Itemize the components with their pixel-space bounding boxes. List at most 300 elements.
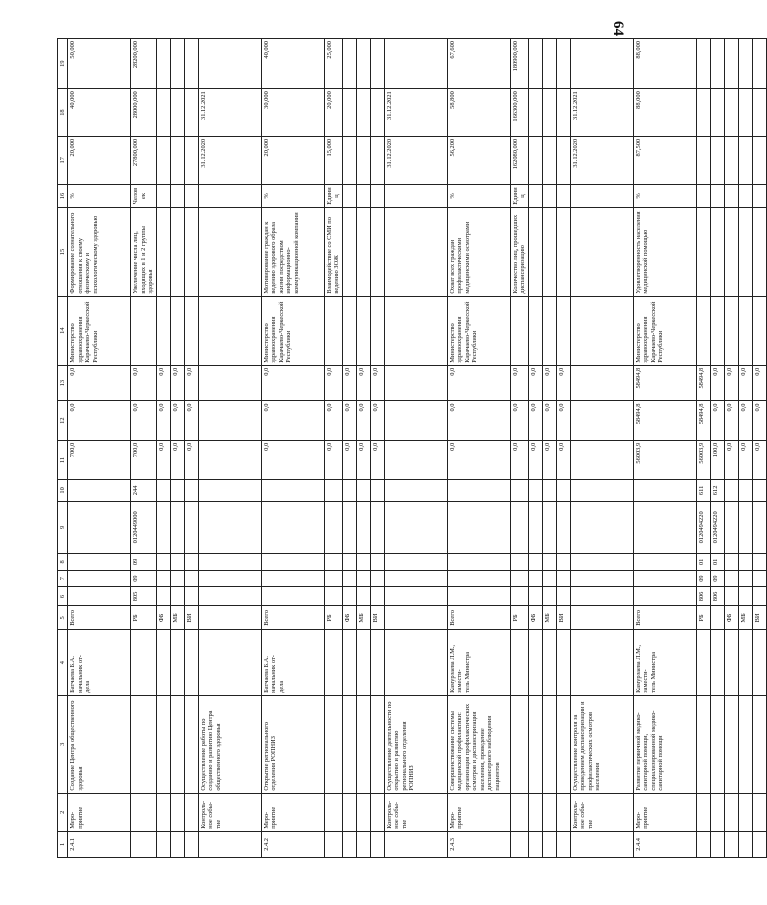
- table-row: [184, 39, 198, 858]
- table-cell: [510, 695, 528, 793]
- table-cell: ВИ: [556, 606, 570, 630]
- table-cell: 28200,000: [131, 39, 157, 89]
- table-cell: [542, 136, 556, 184]
- column-number: 11: [58, 440, 68, 479]
- table-cell: Взаимодействие со СМИ по ведению ЗОЖ: [324, 208, 342, 296]
- table-cell: [724, 630, 738, 696]
- table-cell: [570, 480, 633, 501]
- table-cell: [370, 831, 384, 857]
- table-cell: [696, 136, 710, 184]
- table-cell: [384, 554, 447, 571]
- table-cell: [724, 296, 738, 365]
- table-cell: 0,0: [261, 365, 324, 401]
- table-cell: ВИ: [184, 606, 198, 630]
- table-cell: [184, 793, 198, 831]
- table-cell: [370, 89, 384, 137]
- table-cell: [542, 296, 556, 365]
- table-cell: [752, 630, 766, 696]
- table-cell: 0,0: [510, 440, 528, 479]
- column-number: 18: [58, 89, 68, 137]
- table-cell: 0,0: [370, 440, 384, 479]
- table-cell: Создание Центра общественного здоровья: [68, 695, 131, 793]
- table-cell: [156, 630, 170, 696]
- table-cell: [542, 630, 556, 696]
- table-cell: [170, 570, 184, 587]
- table-cell: [384, 365, 447, 401]
- table-cell: 244: [131, 480, 157, 501]
- table-cell: 09: [696, 570, 710, 587]
- table-cell: [542, 39, 556, 89]
- table-cell: Меро- приятие: [633, 793, 696, 831]
- table-cell: [370, 501, 384, 553]
- table-cell: Единиц: [510, 184, 528, 208]
- table-cell: [752, 831, 766, 857]
- table-cell: [556, 501, 570, 553]
- table-cell: [198, 440, 261, 479]
- table-cell: [384, 480, 447, 501]
- table-row: [633, 39, 696, 858]
- table-cell: [184, 480, 198, 501]
- table-cell: [131, 831, 157, 857]
- table-cell: [528, 89, 542, 137]
- table-cell: [356, 208, 370, 296]
- table-cell: [510, 570, 528, 587]
- table-cell: 0,0: [170, 401, 184, 440]
- table-cell: 0,0: [131, 365, 157, 401]
- table-cell: [324, 630, 342, 696]
- table-cell: 0,0: [342, 440, 356, 479]
- table-cell: [384, 208, 447, 296]
- table-cell: 0,0: [370, 365, 384, 401]
- table-cell: [570, 606, 633, 630]
- table-cell: [156, 793, 170, 831]
- table-cell: 0,0: [156, 365, 170, 401]
- table-cell: [556, 587, 570, 606]
- table-cell: [570, 440, 633, 479]
- table-cell: [356, 501, 370, 553]
- table-cell: [696, 630, 710, 696]
- table-cell: [556, 39, 570, 89]
- header-row: [58, 39, 68, 858]
- table-cell: ФБ: [724, 606, 738, 630]
- table-cell: 166300,000: [510, 89, 528, 137]
- table-cell: Человек: [131, 184, 157, 208]
- table-cell: [156, 296, 170, 365]
- column-number: 15: [58, 208, 68, 296]
- column-number: 13: [58, 365, 68, 401]
- table-cell: 28000,000: [131, 89, 157, 137]
- table-cell: [752, 296, 766, 365]
- table-cell: [156, 39, 170, 89]
- table-cell: 58494,8: [696, 365, 710, 401]
- table-cell: %: [447, 184, 510, 208]
- table-cell: [752, 570, 766, 587]
- table-row: [556, 39, 570, 858]
- table-cell: [528, 39, 542, 89]
- table-cell: [710, 296, 724, 365]
- table-row: [738, 39, 752, 858]
- table-cell: Единиц: [324, 184, 342, 208]
- table-cell: [738, 208, 752, 296]
- table-cell: Меро- приятие: [68, 793, 131, 831]
- table-cell: [710, 630, 724, 696]
- table-cell: 0,0: [528, 365, 542, 401]
- table-cell: [738, 39, 752, 89]
- table-cell: [370, 136, 384, 184]
- table-cell: [738, 296, 752, 365]
- table-cell: [356, 831, 370, 857]
- table-cell: [198, 184, 261, 208]
- table-row: [131, 39, 157, 858]
- column-number: 10: [58, 480, 68, 501]
- table-cell: 0,0: [342, 401, 356, 440]
- table-cell: Всего: [68, 606, 131, 630]
- table-cell: 87,500: [633, 136, 696, 184]
- table-cell: [738, 89, 752, 137]
- table-cell: [184, 831, 198, 857]
- table-cell: [570, 570, 633, 587]
- table-cell: %: [68, 184, 131, 208]
- table-cell: [68, 587, 131, 606]
- table-cell: [370, 695, 384, 793]
- table-cell: [724, 39, 738, 89]
- table-cell: [156, 587, 170, 606]
- table-cell: [528, 587, 542, 606]
- table-cell: 30,000: [261, 89, 324, 137]
- table-cell: [447, 570, 510, 587]
- table-cell: [633, 587, 696, 606]
- table-cell: [752, 587, 766, 606]
- table-cell: [738, 136, 752, 184]
- table-cell: [68, 570, 131, 587]
- table-cell: 0120494220: [696, 501, 710, 553]
- table-cell: [696, 89, 710, 137]
- table-cell: [510, 554, 528, 571]
- table-cell: [356, 554, 370, 571]
- table-cell: [724, 554, 738, 571]
- table-cell: [156, 480, 170, 501]
- table-cell: 700,0: [131, 440, 157, 479]
- table-cell: 20,000: [261, 136, 324, 184]
- table-cell: [198, 570, 261, 587]
- table-cell: 0,0: [68, 365, 131, 401]
- table-cell: [68, 501, 131, 553]
- table-cell: [724, 831, 738, 857]
- table-cell: [724, 587, 738, 606]
- table-cell: [696, 184, 710, 208]
- table-cell: [170, 630, 184, 696]
- table-cell: 611: [696, 480, 710, 501]
- table-cell: [384, 570, 447, 587]
- table-cell: [342, 39, 356, 89]
- column-number: 3: [58, 695, 68, 793]
- table-cell: 0,0: [528, 440, 542, 479]
- table-cell: [356, 630, 370, 696]
- table-cell: 58494,8: [633, 365, 696, 401]
- table-cell: [370, 39, 384, 89]
- table-cell: [342, 630, 356, 696]
- table-cell: [738, 695, 752, 793]
- table-cell: [528, 480, 542, 501]
- table-cell: [710, 793, 724, 831]
- table-cell: [542, 208, 556, 296]
- table-cell: [384, 630, 447, 696]
- column-number: 16: [58, 184, 68, 208]
- table-cell: [724, 695, 738, 793]
- table-cell: [710, 39, 724, 89]
- table-cell: [198, 501, 261, 553]
- table-cell: [633, 554, 696, 571]
- table-row: [510, 39, 528, 858]
- table-cell: [68, 554, 131, 571]
- table-cell: [170, 296, 184, 365]
- column-number: 5: [58, 606, 68, 630]
- column-number: 8: [58, 554, 68, 571]
- table-cell: [384, 587, 447, 606]
- table-cell: [528, 501, 542, 553]
- table-cell: Батчаева Б.А. начальник от- дела: [261, 630, 324, 696]
- table-cell: [528, 570, 542, 587]
- table-cell: 2.4.2: [261, 831, 324, 857]
- table-cell: [556, 89, 570, 137]
- table-cell: ФБ: [528, 606, 542, 630]
- table-cell: 0,0: [724, 365, 738, 401]
- table-cell: 0,0: [752, 440, 766, 479]
- table-cell: 31.12.2021: [384, 89, 447, 137]
- table-cell: [752, 184, 766, 208]
- table-cell: [724, 793, 738, 831]
- table-cell: Удовлетворенность населения медицинской помощью: [633, 208, 696, 296]
- table-row: [68, 39, 131, 858]
- table-cell: Мотивирование граждан к ведению здорового образа жизни посредством информационно-коммуникационной компании: [261, 208, 324, 296]
- table-cell: [752, 208, 766, 296]
- table-cell: [528, 208, 542, 296]
- table-cell: [261, 587, 324, 606]
- table-row: [724, 39, 738, 858]
- table-cell: [710, 606, 724, 630]
- table-cell: МБ: [356, 606, 370, 630]
- table-cell: 100,0: [710, 440, 724, 479]
- table-cell: [342, 296, 356, 365]
- table-cell: [570, 831, 633, 857]
- table-cell: 88,000: [633, 89, 696, 137]
- table-cell: 0,0: [447, 440, 510, 479]
- table-cell: [556, 570, 570, 587]
- table-cell: [198, 39, 261, 89]
- table-cell: Совершенствование системы медицинской профилактики: организация профилактических осмотров и диспансеризация населения, проведение диспансерного наблюдения пациентов: [447, 695, 510, 793]
- table-cell: 58,800: [447, 89, 510, 137]
- table-cell: Контроль- ное собы- тие: [570, 793, 633, 831]
- program-table: [57, 38, 767, 858]
- table-cell: Министерство здравоохранения Карачаево-Черкесской Республики: [447, 296, 510, 365]
- table-cell: [156, 695, 170, 793]
- table-cell: [131, 630, 157, 696]
- table-cell: [542, 89, 556, 137]
- table-cell: [542, 480, 556, 501]
- column-number: 17: [58, 136, 68, 184]
- table-cell: 31.12.2020: [570, 136, 633, 184]
- table-cell: [131, 296, 157, 365]
- table-cell: РБ: [696, 606, 710, 630]
- table-cell: [324, 480, 342, 501]
- column-number: 4: [58, 630, 68, 696]
- table-cell: [724, 184, 738, 208]
- table-cell: 2.4.3: [447, 831, 510, 857]
- table-cell: Открытие регионального отделения РОПНИЗ: [261, 695, 324, 793]
- table-cell: 20,000: [324, 89, 342, 137]
- table-cell: [370, 570, 384, 587]
- table-cell: [184, 630, 198, 696]
- table-cell: [184, 501, 198, 553]
- table-cell: [170, 695, 184, 793]
- table-cell: [752, 554, 766, 571]
- table-row: [696, 39, 710, 858]
- table-cell: [184, 136, 198, 184]
- table-cell: [198, 365, 261, 401]
- table-cell: 0,0: [510, 401, 528, 440]
- table-cell: Всего: [261, 606, 324, 630]
- table-cell: [170, 184, 184, 208]
- table-cell: [198, 296, 261, 365]
- table-row: [261, 39, 324, 858]
- table-cell: [570, 39, 633, 89]
- table-cell: [198, 587, 261, 606]
- table-cell: Меро- приятие: [447, 793, 510, 831]
- table-row: [542, 39, 556, 858]
- table-cell: Министерство здравоохранения Карачаево-Черкесской Республики: [633, 296, 696, 365]
- page-number: 64: [610, 21, 626, 36]
- table-cell: [738, 630, 752, 696]
- table-cell: [342, 480, 356, 501]
- table-cell: [324, 501, 342, 553]
- table-cell: [542, 831, 556, 857]
- table-cell: [156, 184, 170, 208]
- table-cell: [198, 606, 261, 630]
- table-cell: Количество лиц, прошедших диспансеризацию: [510, 208, 528, 296]
- table-cell: [384, 184, 447, 208]
- table-cell: [542, 184, 556, 208]
- table-cell: [384, 501, 447, 553]
- table-cell: РБ: [510, 606, 528, 630]
- table-cell: [384, 831, 447, 857]
- table-cell: [738, 587, 752, 606]
- table-cell: [447, 501, 510, 553]
- table-cell: [752, 793, 766, 831]
- table-cell: Контроль- ное собы- тие: [384, 793, 447, 831]
- table-cell: Увеличение числа лиц, входящих в 1 и 2 группы здоровья: [131, 208, 157, 296]
- table-cell: 0,0: [738, 440, 752, 479]
- table-cell: [510, 793, 528, 831]
- table-cell: [528, 831, 542, 857]
- table-cell: [356, 184, 370, 208]
- table-cell: Министерство здравоохранения Карачаево-Черкесской Республики: [261, 296, 324, 365]
- table-cell: 0,0: [342, 365, 356, 401]
- table-cell: 0,0: [724, 401, 738, 440]
- table-row: [356, 39, 370, 858]
- table-cell: [696, 208, 710, 296]
- table-cell: [556, 793, 570, 831]
- table-cell: [370, 208, 384, 296]
- table-cell: [738, 501, 752, 553]
- table-cell: 805: [131, 587, 157, 606]
- table-cell: [356, 695, 370, 793]
- table-cell: 20,000: [68, 136, 131, 184]
- table-cell: [261, 501, 324, 553]
- table-cell: ФБ: [156, 606, 170, 630]
- table-cell: [131, 793, 157, 831]
- table-cell: [342, 501, 356, 553]
- table-cell: [342, 695, 356, 793]
- table-cell: [324, 570, 342, 587]
- table-cell: [156, 208, 170, 296]
- table-cell: [542, 695, 556, 793]
- table-cell: [370, 184, 384, 208]
- table-cell: [710, 89, 724, 137]
- table-cell: [570, 401, 633, 440]
- rotated-table-container: [57, 38, 761, 858]
- table-cell: [170, 136, 184, 184]
- table-cell: [198, 401, 261, 440]
- table-cell: Министерство здравоохранения Карачаево-Черкесской Республики: [68, 296, 131, 365]
- table-cell: 0,0: [324, 440, 342, 479]
- table-cell: [342, 587, 356, 606]
- table-cell: 01: [696, 554, 710, 571]
- table-cell: [198, 630, 261, 696]
- table-cell: [633, 501, 696, 553]
- table-cell: Осуществление работы по созданию и развитию Центра общественного здоровья: [198, 695, 261, 793]
- table-cell: [198, 554, 261, 571]
- table-cell: 0,0: [170, 365, 184, 401]
- column-number: 6: [58, 587, 68, 606]
- table-cell: 0,0: [447, 401, 510, 440]
- table-cell: 31.12.2020: [198, 136, 261, 184]
- table-cell: [198, 208, 261, 296]
- table-cell: 40,000: [261, 39, 324, 89]
- table-cell: [752, 89, 766, 137]
- table-cell: Камурзаева Л.М., замести- тель Министра: [633, 630, 696, 696]
- table-cell: [752, 39, 766, 89]
- table-cell: [570, 587, 633, 606]
- table-cell: [556, 695, 570, 793]
- table-cell: [324, 695, 342, 793]
- column-number: 9: [58, 501, 68, 553]
- table-cell: [261, 554, 324, 571]
- table-cell: [510, 501, 528, 553]
- table-cell: РБ: [131, 606, 157, 630]
- table-cell: 88,000: [633, 39, 696, 89]
- table-cell: Формирование сознательного отношения к своему физическому и психологическому здоровью: [68, 208, 131, 296]
- table-cell: [184, 554, 198, 571]
- table-row: [528, 39, 542, 858]
- table-cell: [510, 296, 528, 365]
- table-cell: [324, 587, 342, 606]
- table-cell: [528, 793, 542, 831]
- table-cell: [696, 793, 710, 831]
- table-cell: МБ: [542, 606, 556, 630]
- table-cell: [156, 570, 170, 587]
- table-cell: [261, 570, 324, 587]
- table-cell: [510, 831, 528, 857]
- table-cell: [370, 554, 384, 571]
- table-cell: [528, 630, 542, 696]
- table-cell: [384, 296, 447, 365]
- table-cell: [528, 695, 542, 793]
- column-number: 7: [58, 570, 68, 587]
- table-cell: [131, 695, 157, 793]
- table-cell: [570, 501, 633, 553]
- table-cell: [542, 793, 556, 831]
- table-cell: 0,0: [131, 401, 157, 440]
